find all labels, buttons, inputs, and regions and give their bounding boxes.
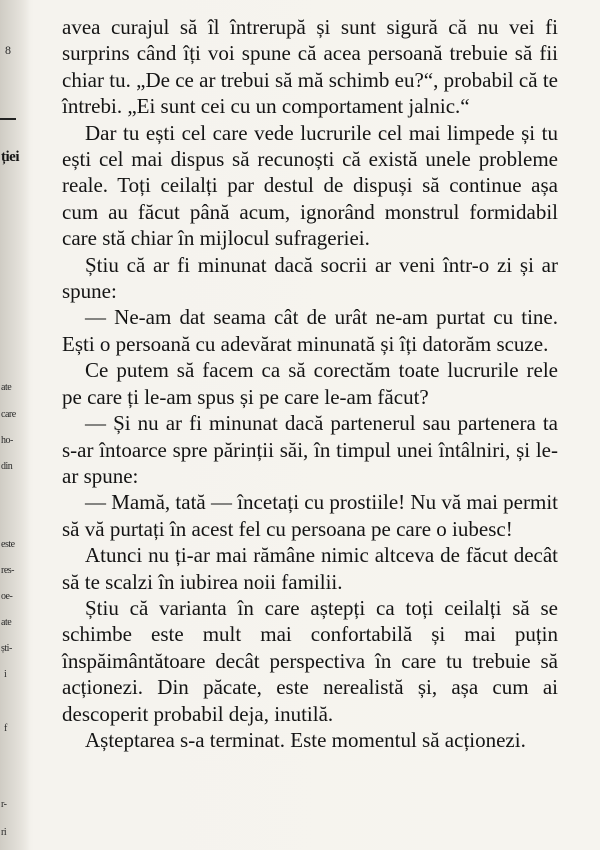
margin-fragment: care (1, 409, 16, 420)
paragraph: Știu că ar fi minunat dacă socrii ar veni într-o zi și ar spune: (62, 252, 558, 304)
paragraph: Atunci nu ți-ar mai rămâne nimic altceva de făcut decât să te scalzi în iubirea noii familii. (62, 543, 558, 594)
margin-fragment: ri (1, 827, 7, 838)
previous-page-margin (0, 0, 30, 850)
margin-fragment: f (4, 723, 7, 734)
paragraph: Știu că varianta în care aștepți ca toți ceilalți să se schimbe este mult mai confortabilă și mai puțin înspăimântătoare decât perspectiva în care tu trebuie să acționezi. Din păcate, este nerealistă și, așa cum ai descoperit probabil deja, inutilă. (62, 595, 558, 726)
dialogue-line: — Mamă, tată — încetați cu prostiile! Nu vă mai permit să vă purtați în acest fel cu persoana pe care o iubesc! (62, 490, 558, 541)
margin-fragment: ști- (1, 643, 12, 654)
margin-fragment: din (1, 461, 13, 472)
margin-fragment: r- (1, 799, 7, 810)
margin-fragment: 8 (5, 43, 11, 57)
margin-fragment: ate (1, 617, 12, 628)
margin-fragment: oe- (1, 591, 13, 602)
margin-fragment: res- (1, 565, 14, 576)
paragraph: Dar tu ești cel care vede lucrurile cel mai limpede și tu ești cel mai dispus să recunoști că există unele probleme reale. Toți ceilalți par destul de dispuși să continue așa cum au făcut până acum, ignorând monstrul formidabil care stă chiar în mijlocul sufrageriei. (62, 120, 558, 251)
dialogue-line: — Și nu ar fi minunat dacă partenerul sau partenera ta s-ar întoarce spre părinții săi, în timpul unei întâlniri, și le-ar spune: (62, 411, 558, 488)
paragraph: Ce putem să facem ca să corectăm toate lucrurile rele pe care ți le-am spus și pe care le-am făcut? (62, 358, 558, 409)
paragraph: Așteptarea s-a terminat. Este momentul să acționezi. (85, 727, 526, 752)
margin-fragment: ho- (1, 435, 13, 446)
margin-fragment: ate (1, 382, 12, 393)
margin-fragment: ției (1, 149, 19, 165)
margin-fragment: i (4, 669, 7, 680)
body-text (62, 14, 558, 753)
dialogue-line: — Ne-am dat seama cât de urât ne-am purtat cu tine. Ești o persoană cu adevărat minunată și îți datorăm scuze. (62, 305, 558, 356)
paragraph: avea curajul să îl întrerupă și sunt sigură că nu vei fi surprins când îți voi spune că acea persoană trebuie să fii chiar tu. „De ce ar trebui să mă schimb eu?“, probabil că te întrebi. „Ei sunt cei cu un comportament jalnic.“ (62, 15, 558, 119)
margin-fragment: este (1, 539, 15, 550)
margin-rule (0, 118, 16, 120)
